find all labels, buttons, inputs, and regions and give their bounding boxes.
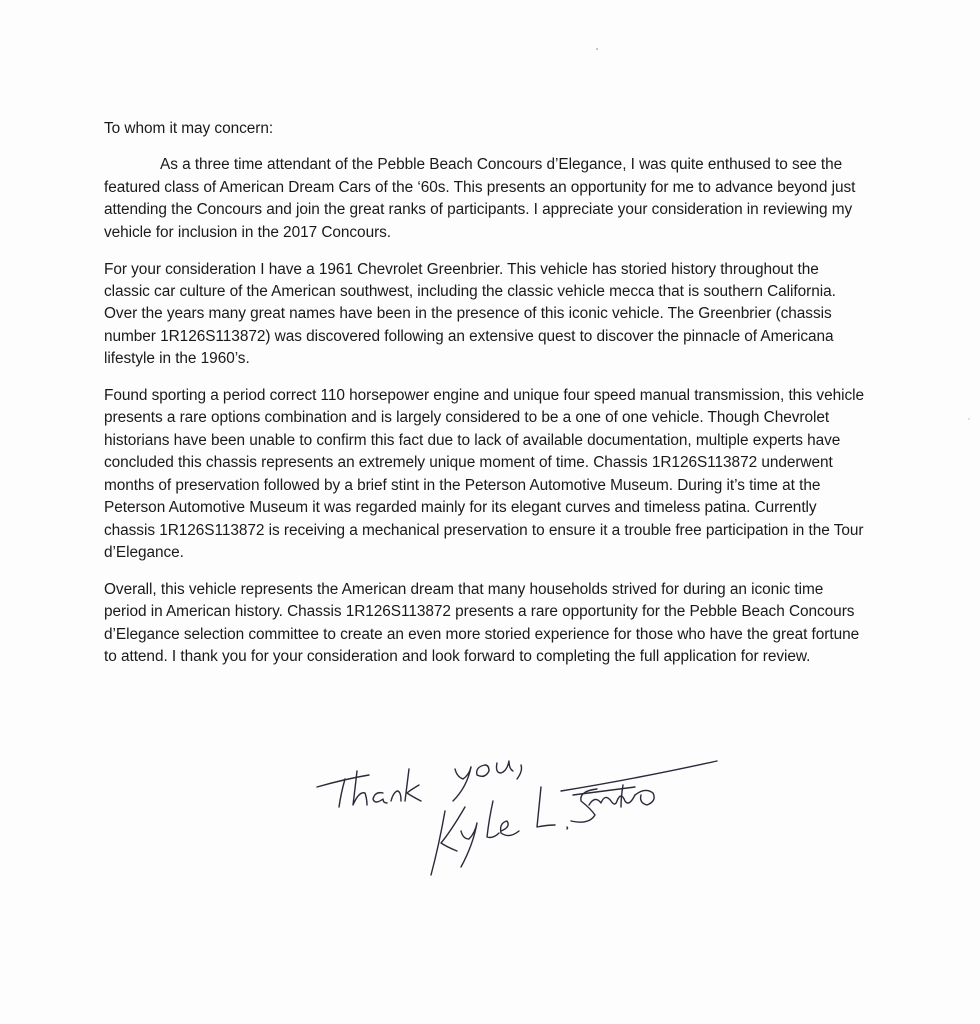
scan-speck <box>968 418 970 420</box>
paragraph-closing: Overall, this vehicle represents the American dream that many households strived for during an iconic time period in American history. Chassis 1R126S113872 presents a rare opportunity for the Pebble Beach Concours d’Elegance selection committee to create an even more storied experience for those who have the great fortune to attend. I thank you for your consideration and look forward to completing the full application for review. <box>104 580 860 666</box>
paragraph-vehicle: For your consideration I have a 1961 Chevrolet Greenbrier. This vehicle has storied history throughout the classic car culture of the American southwest, including the classic vehicle mecca that is southern California. Over the years many great names have been in the presence of this iconic vehicle. The Greenbrier (chassis number 1R126S113872) was discovered following an extensive quest to discover the pinnacle of Americana lifestyle in the 1960’s. <box>104 260 836 368</box>
paragraph-history: Found sporting a period correct 110 horsepower engine and unique four speed manual transmission, this vehicle presents a rare options combination and is largely considered to be a one of one vehicle. Though Chevrolet historians have been unable to confirm this fact due to lack of available documentation, multiple experts have concluded this chassis represents an extremely unique moment of time. Chassis 1R126S113872 underwent months of preservation followed by a brief stint in the Peterson Automotive Museum. During it’s time at the Peterson Automotive Museum it was regarded mainly for its elegant curves and timeless patina. Currently chassis 1R126S113872 is receiving a mechanical preservation to ensure it a trouble free participation in the Tour d’Elegance. <box>104 387 864 561</box>
salutation: To whom it may concern: <box>104 120 274 137</box>
handwritten-signature <box>305 735 725 895</box>
scan-speck <box>596 48 598 50</box>
paragraph-intro: As a three time attendant of the Pebble Beach Concours d’Elegance, I was quite enthused to see the featured class of American Dream Cars of the ‘60s. This presents an opportunity for me to advance beyond just attending the Concours and join the great ranks of participants. I appreciate your consideration in reviewing my vehicle for inclusion in the 2017 Concours. <box>104 156 856 241</box>
signature-name-script <box>431 761 717 875</box>
signature-drawing <box>305 735 725 895</box>
letter-body <box>104 118 864 683</box>
signature-closing-script <box>317 761 522 807</box>
